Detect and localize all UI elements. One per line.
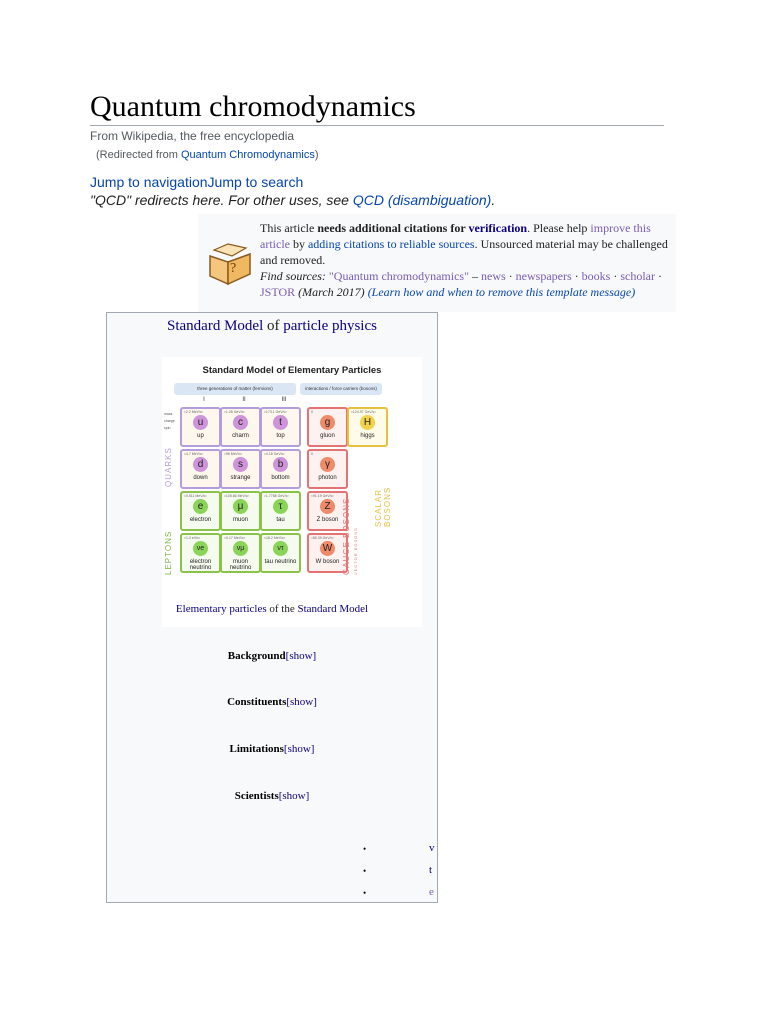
particle-mass: ≈1.7768 GeV/c² <box>264 494 289 498</box>
sep-3: · <box>610 269 621 283</box>
particle-symbol: νμ <box>233 541 248 556</box>
navbar-view-link[interactable]: v <box>429 842 435 854</box>
sep-1: · <box>505 269 516 283</box>
bosons-header: interactions / force carriers (bosons) <box>300 383 382 395</box>
vector-bosons-label: VECTOR BOSONS <box>353 527 358 575</box>
particle-symbol: ντ <box>273 541 288 556</box>
adding-citations-link[interactable]: adding citations to reliable sources <box>307 237 475 251</box>
particle-name: electron neutrino <box>189 559 212 571</box>
particle-name: gluon <box>320 433 335 439</box>
books-link[interactable]: books <box>581 269 611 283</box>
particle-name: top <box>276 433 285 439</box>
diagram-caption <box>107 603 437 615</box>
particle-mass: ≈91.19 GeV/c² <box>311 494 334 498</box>
citation-needed-notice <box>198 214 676 312</box>
particle-mass: ≈2.2 MeV/c² <box>184 410 203 414</box>
particle-strange <box>220 449 261 489</box>
particle-name: tau neutrino <box>264 559 297 565</box>
notice-t8: . Unsourced material may be challenged and removed. <box>260 237 668 267</box>
particle-name: photon <box>318 475 337 481</box>
row-label-spin: spin <box>164 426 171 430</box>
particle-up <box>180 407 221 447</box>
generation-label: I <box>203 397 205 403</box>
jump-links <box>90 174 303 190</box>
notice-t4: . Please help <box>527 221 591 235</box>
improve-article-link[interactable]: improve this article <box>260 221 651 251</box>
redirect-source-link[interactable]: Quantum Chromodynamics <box>180 149 315 161</box>
verification-link[interactable]: verification <box>468 221 528 235</box>
particle-symbol: H <box>360 415 375 430</box>
generation-label: III <box>281 397 287 403</box>
generation-label: II <box>242 397 246 403</box>
particle-gluon <box>307 407 348 447</box>
particle-muon-neutrino <box>220 533 261 573</box>
fermions-header: three generations of matter (fermions) <box>174 383 296 395</box>
particle-tau <box>260 491 301 531</box>
row-label-charge: charge <box>164 419 175 423</box>
constituents-show-toggle[interactable]: [show] <box>286 696 317 708</box>
particle-symbol: c <box>233 415 248 430</box>
particle-mass: ≈173.1 GeV/c² <box>264 410 287 414</box>
particle-symbol: t <box>273 415 288 430</box>
svg-text:?: ? <box>230 261 237 276</box>
particle-name: electron <box>189 517 212 523</box>
particle-mass: ≈0.511 MeV/c² <box>184 494 207 498</box>
find-sources-query-link[interactable]: "Quantum chromodynamics" <box>328 269 469 283</box>
section-scientists-label: Scientists <box>234 790 279 802</box>
particle-name: higgs <box>360 433 375 439</box>
elementary-particles-link[interactable]: Elementary particles <box>175 603 267 615</box>
particle-mass: 0 <box>311 410 313 414</box>
jump-to-search-link[interactable]: Jump to search <box>207 174 304 190</box>
quarks-label: QUARKS <box>164 447 173 487</box>
particle-mass: ≈4.7 MeV/c² <box>184 452 203 456</box>
hatnote <box>90 192 495 208</box>
particle-electron <box>180 491 221 531</box>
particle-symbol: μ <box>233 499 248 514</box>
diagram-title: Standard Model of Elementary Particles <box>202 365 382 376</box>
particle-mass: ≈124.97 GeV/c² <box>351 410 376 414</box>
particle-symbol: b <box>273 457 288 472</box>
infobox-title-of: of <box>263 318 284 334</box>
section-scientists <box>107 790 437 802</box>
navbar-bullet: • <box>363 888 367 898</box>
row-label-mass: mass <box>164 412 173 416</box>
standard-model-diagram[interactable] <box>162 357 422 627</box>
section-limitations <box>107 743 437 755</box>
redirect-note <box>96 149 319 161</box>
scholar-link[interactable]: scholar <box>620 269 655 283</box>
section-background-label: Background <box>227 650 286 662</box>
particle-mass: ≈80.39 GeV/c² <box>311 536 334 540</box>
particle-top <box>260 407 301 447</box>
particle-photon <box>307 449 348 489</box>
particle-physics-link[interactable]: particle physics <box>283 318 377 334</box>
particle-name: strange <box>230 475 251 481</box>
notice-t1: This article <box>260 221 318 235</box>
particle-name: bottom <box>271 475 290 481</box>
particle-symbol: γ <box>320 457 335 472</box>
gauge-bosons-label: GAUGE BOSONS <box>342 497 351 575</box>
particle-name: W boson <box>315 559 340 565</box>
disambiguation-link[interactable]: QCD (disambiguation) <box>352 192 492 208</box>
notice-text <box>260 220 670 300</box>
find-sources-label: Find sources: <box>260 269 326 283</box>
limitations-show-toggle[interactable]: [show] <box>283 743 315 755</box>
title-divider <box>90 125 664 126</box>
particle-mass: ≈1.28 GeV/c² <box>224 410 245 414</box>
page-title: Quantum chromodynamics <box>90 90 416 123</box>
particle-symbol: νe <box>193 541 208 556</box>
background-show-toggle[interactable]: [show] <box>285 650 317 662</box>
news-link[interactable]: news <box>481 269 506 283</box>
particle-symbol: d <box>193 457 208 472</box>
infobox-title <box>107 318 437 335</box>
open-book-question-icon <box>206 242 254 286</box>
particle-symbol: Z <box>320 499 335 514</box>
particle-symbol: s <box>233 457 248 472</box>
particle-higgs <box>347 407 388 447</box>
particle-mass: <0.17 MeV/c² <box>224 536 245 540</box>
particle-symbol: u <box>193 415 208 430</box>
navbar-bullet: • <box>363 866 367 876</box>
particle-electron-neutrino <box>180 533 221 573</box>
notice-needs-citations: needs additional citations for <box>317 221 469 235</box>
redirect-suffix: ) <box>314 149 319 161</box>
particle-name: muon <box>232 517 248 523</box>
particle-charm <box>220 407 261 447</box>
particle-mass: 0 <box>311 452 313 456</box>
navbar-bullet: • <box>363 844 367 854</box>
scalar-bosons-label: SCALAR BOSONS <box>374 486 392 527</box>
jstor-link[interactable]: JSTOR <box>260 285 296 299</box>
particle-name: charm <box>232 433 249 439</box>
particle-name: tau <box>276 517 285 523</box>
standard-model-link[interactable]: Standard Model <box>167 318 264 334</box>
particle-bottom <box>260 449 301 489</box>
notice-date: (March 2017) <box>295 285 368 299</box>
particle-mass: ≈4.18 GeV/c² <box>264 452 285 456</box>
particle-mass: <1.0 eV/c² <box>184 536 201 540</box>
particle-symbol: e <box>193 499 208 514</box>
hatnote-text: "QCD" redirects here. For other uses, see <box>90 192 353 208</box>
particle-symbol: g <box>320 415 335 430</box>
particle-symbol: τ <box>273 499 288 514</box>
section-constituents-label: Constituents <box>227 696 287 708</box>
particle-name: up <box>197 433 204 439</box>
sep-2: · <box>571 269 582 283</box>
redirect-prefix: (Redirected from <box>96 149 181 161</box>
standard-model-infobox <box>106 312 438 903</box>
jump-to-navigation-link[interactable]: Jump to navigation <box>90 174 208 190</box>
section-limitations-label: Limitations <box>229 743 284 755</box>
particle-symbol: W <box>320 541 335 556</box>
sep-4: · <box>654 269 662 283</box>
particle-down <box>180 449 221 489</box>
particle-name: Z boson <box>316 517 339 523</box>
notice-t6: by <box>289 237 308 251</box>
caption-of: of the <box>266 603 298 615</box>
newspapers-link[interactable]: newspapers <box>515 269 572 283</box>
particle-mass: ≈96 MeV/c² <box>224 452 242 456</box>
learn-how-link[interactable]: (Learn how and when to remove this template message) <box>367 285 636 299</box>
caption-standard-model-link[interactable]: Standard Model <box>297 603 369 615</box>
scientists-show-toggle[interactable]: [show] <box>278 790 310 802</box>
particle-muon <box>220 491 261 531</box>
section-constituents <box>107 696 437 708</box>
particle-mass: ≈105.66 MeV/c² <box>224 494 249 498</box>
navbar-edit-link[interactable]: e <box>429 886 434 898</box>
particle-mass: <18.2 MeV/c² <box>264 536 285 540</box>
particle-name: down <box>193 475 208 481</box>
find-dash: – <box>469 269 481 283</box>
site-tagline: From Wikipedia, the free encyclopedia <box>90 129 295 143</box>
hatnote-period: . <box>491 192 496 208</box>
navbar-talk-link[interactable]: t <box>429 864 433 876</box>
particle-name: muon neutrino <box>229 559 252 571</box>
leptons-label: LEPTONS <box>164 530 173 575</box>
particle-tau-neutrino <box>260 533 301 573</box>
section-background <box>107 650 437 662</box>
